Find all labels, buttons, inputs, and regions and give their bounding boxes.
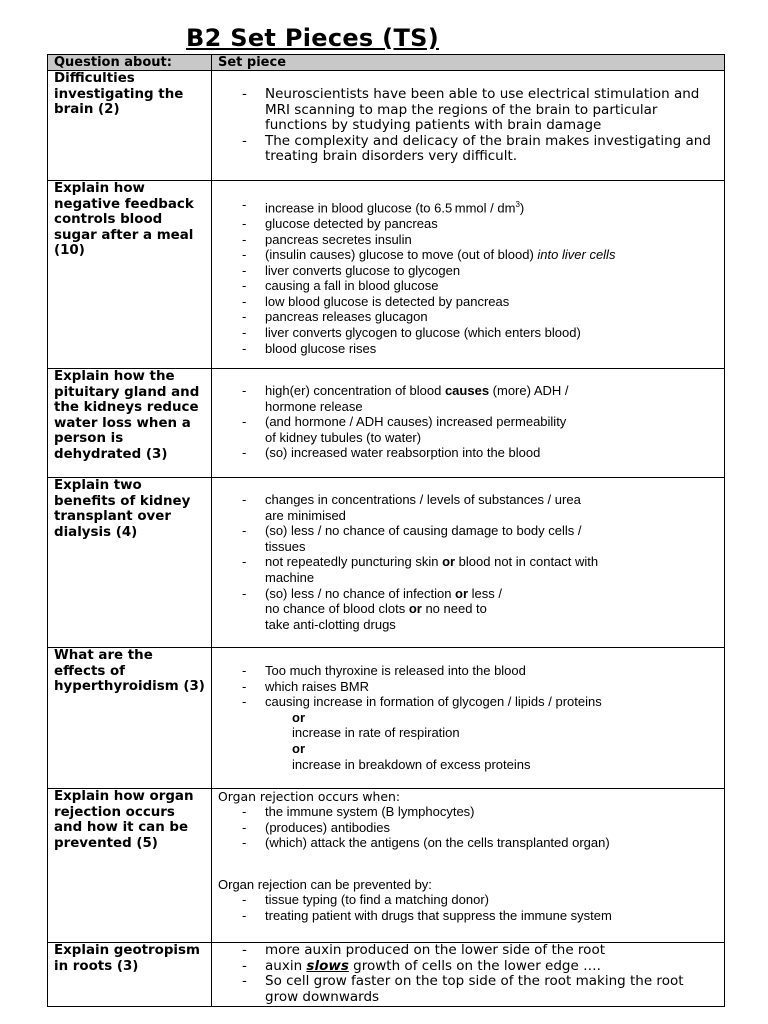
list-item-text: auxin (265, 957, 307, 974)
list-item-text: blood not in contact with machine (265, 554, 599, 585)
list-item-text: (insulin causes) glucose to move (out of blood) (265, 247, 538, 263)
italic-text: into liver cells (537, 247, 616, 263)
answer-cell (212, 648, 725, 789)
or-label: or (292, 740, 305, 756)
list-item: - changes in concentrations / levels of substances / urea are minimised (218, 492, 603, 523)
list-item: - liver converts glycogen to glucose (which enters blood) (218, 325, 718, 341)
list-item-text: high(er) concentration of blood (265, 383, 445, 398)
section-intro: Organ rejection occurs when: (218, 789, 401, 804)
table-row (48, 789, 725, 943)
column-header-set-piece: Set piece (212, 55, 725, 71)
table-row (48, 71, 725, 181)
list-item: - Neuroscientists have been able to use electrical stimulation and MRI scanning to map the regions of the brain to particular functions by studying patients with brain damage (218, 87, 718, 134)
answer-cell (212, 943, 725, 1007)
bold-text: slows (306, 957, 349, 974)
question-cell: Explain how organ rejection occurs and how it can be prevented (5) (48, 789, 212, 943)
list-item: - causing a fall in blood glucose (218, 278, 718, 294)
list-item-text: ) (519, 200, 525, 216)
page-title: B2 Set Pieces (TS) (186, 24, 439, 52)
answer-cell (212, 478, 725, 648)
table-row (48, 943, 725, 1007)
list-item (218, 383, 578, 414)
answer-cell (212, 71, 725, 181)
question-cell: Explain how negative feedback controls blood sugar after a meal (10) (48, 181, 212, 369)
list-item: - (which) attack the antigens (on the cells transplanted organ) (218, 835, 718, 851)
alternative-text: increase in breakdown of excess proteins (292, 756, 531, 772)
list-item: - The complexity and delicacy of the brain makes investigating and treating brain disorders very difficult. (218, 134, 718, 165)
question-cell: Explain geotropism in roots (3) (48, 943, 212, 1007)
table-header-row (48, 55, 725, 71)
set-pieces-table (47, 54, 725, 1007)
question-cell: Explain two benefits of kidney transplant over dialysis (4) (48, 478, 212, 648)
list-item (218, 554, 603, 585)
answer-cell (212, 181, 725, 369)
list-item: - blood glucose rises (218, 341, 718, 357)
list-item: - Too much thyroxine is released into the blood (218, 663, 718, 679)
list-item: - So cell grow faster on the top side of the root making the root grow downwards (218, 974, 718, 1005)
table-row (48, 478, 725, 648)
list-item (218, 197, 718, 216)
list-item: - tissue typing (to find a matching donor) (218, 892, 718, 908)
or-label: or (292, 709, 305, 725)
table-row (48, 181, 725, 369)
question-cell: What are the effects of hyperthyroidism (3) (48, 648, 212, 789)
list-item: - (so) less / no chance of causing damage to body cells / tissues (218, 523, 603, 554)
superscript: 3 (515, 200, 520, 209)
list-item: - (and hormone / ADH causes) increased permeability of kidney tubules (to water) (218, 414, 578, 445)
table-row (48, 648, 725, 789)
bold-text: causes (444, 383, 490, 398)
bold-text: or (408, 601, 422, 617)
alternative-text: increase in rate of respiration (292, 725, 460, 741)
list-item: - low blood glucose is detected by pancreas (218, 294, 718, 310)
question-cell: Difficulties investigating the brain (2) (48, 71, 212, 181)
table-row (48, 369, 725, 478)
bold-text: or (442, 554, 456, 570)
list-item (218, 586, 515, 633)
list-item (218, 959, 718, 975)
list-item: - pancreas secretes insulin (218, 232, 718, 248)
list-item-text: no need to take anti-clotting drugs (265, 601, 487, 632)
list-item: - causing increase in formation of glycogen / lipids / proteins (218, 694, 718, 710)
list-item-text: increase in blood glucose (to 6.5 mmol / dm (265, 200, 516, 216)
list-item-text: (so) less / no chance of infection (265, 585, 456, 601)
answer-cell (212, 369, 725, 478)
list-item (218, 247, 718, 263)
list-item: - pancreas releases glucagon (218, 309, 718, 325)
bold-text: or (455, 585, 469, 601)
list-item: - more auxin produced on the lower side of the root (218, 943, 718, 959)
list-item-text: growth of cells on the lower edge …. (348, 957, 601, 974)
list-item-text: less / no chance of blood clots (265, 585, 503, 617)
list-item-text: not repeatedly puncturing skin (265, 554, 443, 570)
answer-cell (212, 789, 725, 943)
list-item: - (so) increased water reabsorption into the blood (218, 445, 578, 461)
list-item: - which raises BMR (218, 679, 718, 695)
list-item: - glucose detected by pancreas (218, 216, 718, 232)
list-item: - liver converts glucose to glycogen (218, 263, 718, 279)
list-item: - the immune system (B lymphocytes) (218, 804, 718, 820)
list-item-text: (more) ADH / hormone release (265, 383, 569, 414)
list-item: - treating patient with drugs that suppress the immune system (218, 908, 718, 924)
section-intro: Organ rejection can be prevented by: (218, 876, 432, 892)
question-cell: Explain how the pituitary gland and the kidneys reduce water loss when a person is dehydrated (3) (48, 369, 212, 478)
list-item: - (produces) antibodies (218, 820, 718, 836)
column-header-question: Question about: (48, 55, 212, 71)
